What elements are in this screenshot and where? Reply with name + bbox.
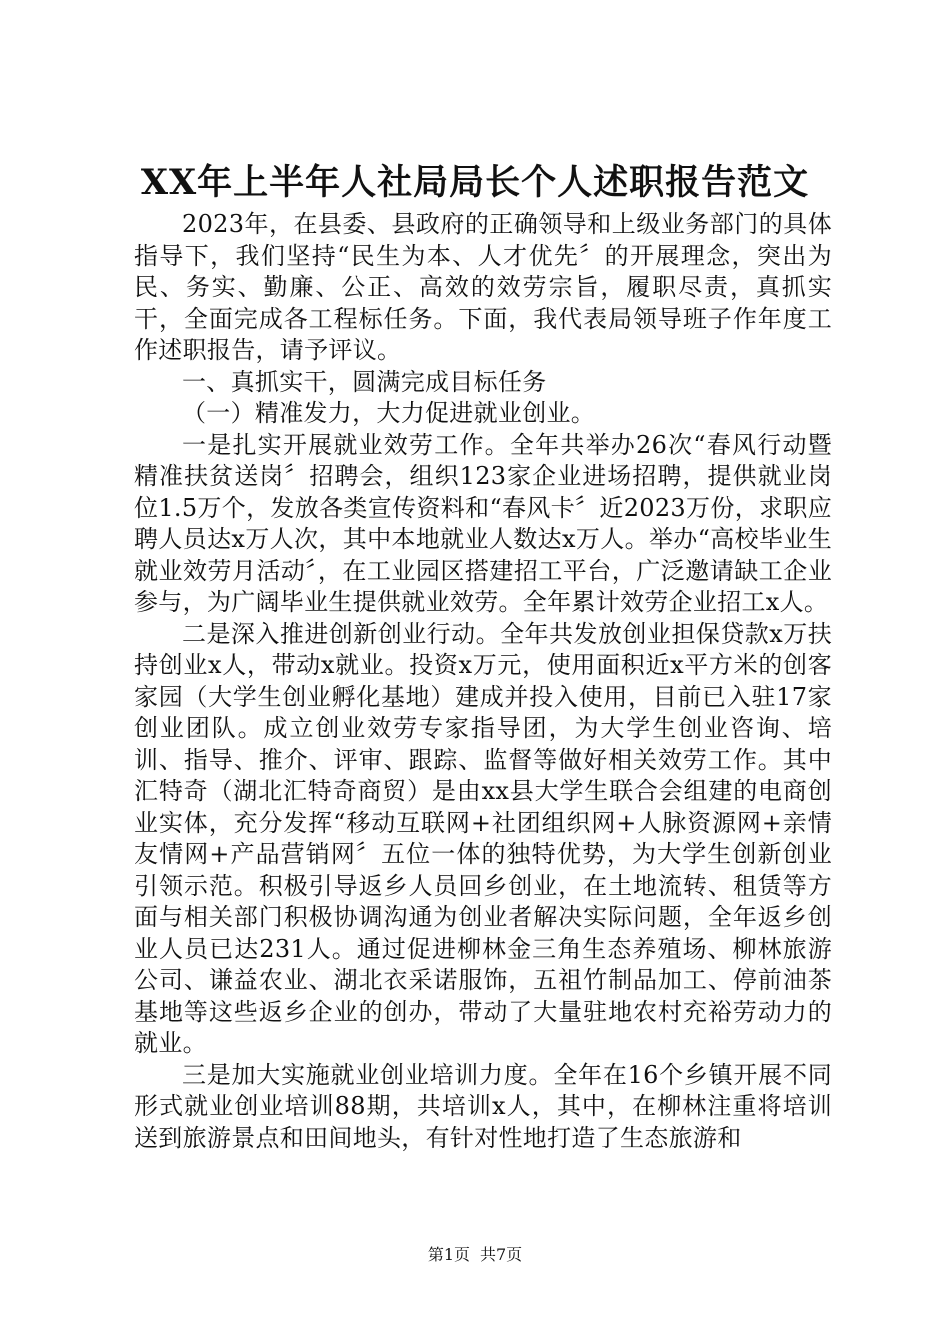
section-heading: 一、真抓实干，圆满完成目标任务 bbox=[182, 367, 547, 396]
document-body bbox=[134, 209, 832, 1154]
document-title: XX年上半年人社局局长个人述职报告范文 bbox=[140, 162, 810, 203]
body-paragraph: 二是深入推进创新创业行动。全年共发放创业担保贷款x万扶持创业x人，带动x就业。投资x万元，使用面积近x平方米的创客家园（大学生创业孵化基地）建成并投入使用，目前已入驻17家创业团队。成立创业效劳专家指导团，为大学生创业咨询、培训、指导、推介、评审、跟踪、监督等做好相关效劳工作。其中汇特奇（湖北汇特奇商贸）是由xx县大学生联合会组建的电商创业实体，充分发挥“移动互联网+社团组织网+人脉资源网+亲情友情网+产品营销网〞五位一体的独特优势，为大学生创新创业引领示范。积极引导返乡人员回乡创业，在土地流转、租赁等方面与相关部门积极协调沟通为创业者解决实际问题，全年返乡创业人员已达231人。通过促进柳林金三角生态养殖场、柳林旅游公司、谦益农业、湖北衣采诺服饰，五祖竹制品加工、停前油茶基地等这些返乡企业的创办，带动了大量驻地农村充裕劳动力的就业。 bbox=[134, 619, 832, 1057]
subsection-heading: （一）精准发力，大力促进就业创业。 bbox=[182, 399, 596, 427]
page-number: 第1页 bbox=[427, 1245, 470, 1264]
body-paragraph: 一是扎实开展就业效劳工作。全年共举办26次“春风行动暨精准扶贫送岗〞招聘会，组织123家企业进场招聘，提供就业岗位1.5万个，发放各类宣传资料和“春风卡〞近2023万份，求职应聘人员达x万人次，其中本地就业人数达x万人。举办“高校毕业生就业效劳月活动〞，在工业园区搭建招工平台，广泛邀请缺工企业参与，为广阔毕业生提供就业效劳。全年累计效劳企业招工x人。 bbox=[134, 430, 832, 616]
page-footer bbox=[0, 1244, 950, 1266]
intro-paragraph: 2023年，在县委、县政府的正确领导和上级业务部门的具体指导下，我们坚持“民生为本、人才优先〞的开展理念，突出为民、务实、勤廉、公正、高效的效劳宗旨，履职尽责，真抓实干，全面完成各工程标任务。下面，我代表局领导班子作年度工作述职报告，请予评议。 bbox=[134, 210, 832, 364]
page-total: 共7页 bbox=[480, 1245, 523, 1264]
body-paragraph: 三是加大实施就业创业培训力度。全年在16个乡镇开展不同形式就业创业培训88期，共培训x人，其中，在柳林注重将培训送到旅游景点和田间地头，有针对性地打造了生态旅游和 bbox=[134, 1060, 832, 1152]
